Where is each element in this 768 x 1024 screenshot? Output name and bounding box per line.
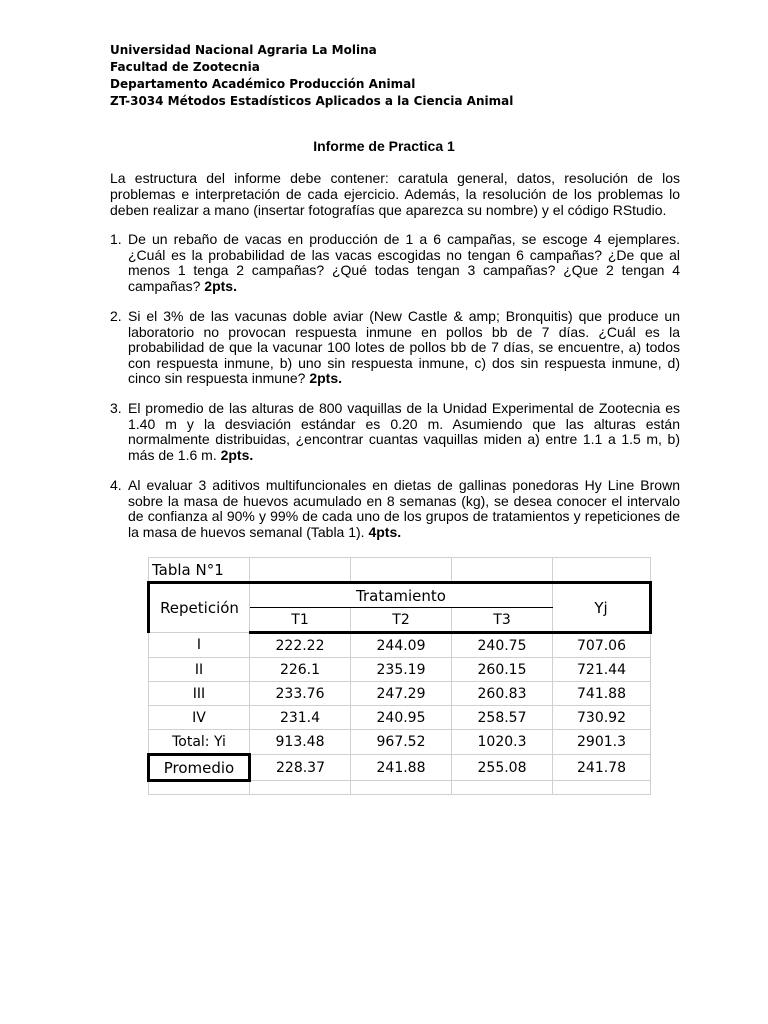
question-number: 2.	[110, 308, 122, 324]
intro-paragraph: La estructura del informe debe contener: caratula general, datos, resolución de los problemas e interpretación de cada ejercicio. Además, la resolución de los problemas lo deben realizar a mano (insertar fotografías que aparezca su nombre) y el código RStudio.	[110, 170, 680, 218]
question-number: 4.	[110, 477, 122, 493]
cell-value: 244.09	[351, 633, 452, 658]
cell-value: 913.48	[250, 730, 351, 755]
cell-value: 260.83	[452, 682, 553, 706]
cell-value: 228.37	[250, 755, 351, 781]
university-name: Universidad Nacional Agraria La Molina	[110, 43, 377, 57]
page-title: Informe de Practica 1	[313, 138, 455, 154]
cell-value: 260.15	[452, 658, 553, 682]
question-text: Al evaluar 3 aditivos multifuncionales en dietas de gallinas ponedoras Hy Line Brown sobre la masa de huevos acumulado en 8 semanas (kg), se desea conocer el intervalo de confianza al 90% y 99% de cada uno de los grupos de tratamientos y repeticiones de la masa de huevos semanal (Tabla 1).	[128, 477, 680, 540]
question-text: De un rebaño de vacas en producción de 1 a 6 campañas, se escoge 4 ejemplares. ¿Cuál es la probabilidad de las vacas escogidas no tengan 6 campañas? ¿De que al menos 1 tenga 2 campañas? ¿Qué todas tengan 3 campañas? ¿Que 2 tengan 4 campañas?	[128, 231, 680, 294]
question-points: 2pts.	[309, 370, 343, 386]
row-label: I	[149, 633, 250, 658]
cell-value: 721.44	[553, 658, 651, 682]
col-header-yj: Yj	[553, 583, 651, 633]
table-title-row	[149, 558, 651, 583]
question-1	[110, 232, 680, 294]
table-row	[149, 706, 651, 730]
question-text: El promedio de las alturas de 800 vaquillas de la Unidad Experimental de Zootecnia es 1.40 m y la desviación estándar es 0.20 m. Asumiendo que las alturas están normalmente distribuidas, ¿encontrar cuantas vaquillas miden a) entre 1.1 a 1.5 m, b) más de 1.6 m.	[128, 400, 680, 463]
table-name: Tabla N°1	[149, 558, 250, 583]
cell-value: 240.75	[452, 633, 553, 658]
question-number: 1.	[110, 231, 122, 247]
cell-value: 255.08	[452, 755, 553, 781]
cell-value: 241.88	[351, 755, 452, 781]
cell-value: 241.78	[553, 755, 651, 781]
row-label: Total: Yi	[149, 730, 250, 755]
question-points: 4pts.	[368, 523, 402, 540]
table-row	[149, 658, 651, 682]
col-header-t3: T3	[452, 608, 553, 633]
table-row	[149, 682, 651, 706]
question-3	[110, 401, 680, 463]
document-header	[110, 42, 513, 110]
cell-value: 967.52	[351, 730, 452, 755]
question-text: Si el 3% de las vacunas doble aviar (New Castle & amp; Bronquitis) que produce un laboratorio no provocan respuesta inmune en pollos bb de 7 días. ¿Cuál es la probabilidad de que la vacunar 100 lotes de pollos bb de 7 días, se encuentre, a) todos con respuesta inmune, b) uno sin respuesta inmune, c) dos sin respuesta inmune, d) cinco sin respuesta inmune?	[128, 308, 680, 386]
col-header-tratamiento: Tratamiento	[250, 583, 553, 608]
department-name: Departamento Académico Producción Animal	[110, 77, 416, 91]
question-number: 3.	[110, 400, 122, 416]
row-label: Promedio	[149, 755, 250, 781]
question-2	[110, 309, 680, 387]
cell-value: 258.57	[452, 706, 553, 730]
table-empty-row	[149, 781, 651, 795]
row-label: III	[149, 682, 250, 706]
cell-value: 741.88	[553, 682, 651, 706]
row-label: II	[149, 658, 250, 682]
cell-value: 222.22	[250, 633, 351, 658]
row-label: IV	[149, 706, 250, 730]
cell-value: 235.19	[351, 658, 452, 682]
table-header-row	[149, 583, 651, 608]
cell-value: 233.76	[250, 682, 351, 706]
cell-value: 247.29	[351, 682, 452, 706]
cell-value: 2901.3	[553, 730, 651, 755]
table-row	[149, 633, 651, 658]
course-name: ZT-3034 Métodos Estadísticos Aplicados a la Ciencia Animal	[110, 94, 514, 108]
table-row-total	[149, 730, 651, 755]
data-table	[147, 557, 652, 795]
cell-value: 240.95	[351, 706, 452, 730]
question-points: 2pts.	[220, 446, 254, 463]
question-4	[110, 478, 680, 540]
cell-value: 226.1	[250, 658, 351, 682]
cell-value: 730.92	[553, 706, 651, 730]
question-points: 2pts.	[204, 277, 237, 294]
faculty-name: Facultad de Zootecnia	[110, 60, 260, 74]
cell-value: 1020.3	[452, 730, 553, 755]
col-header-t2: T2	[351, 608, 452, 633]
cell-value: 231.4	[250, 706, 351, 730]
col-header-repeticion: Repetición	[149, 583, 250, 633]
col-header-t1: T1	[250, 608, 351, 633]
cell-value: 707.06	[553, 633, 651, 658]
table-row-promedio	[149, 755, 651, 781]
